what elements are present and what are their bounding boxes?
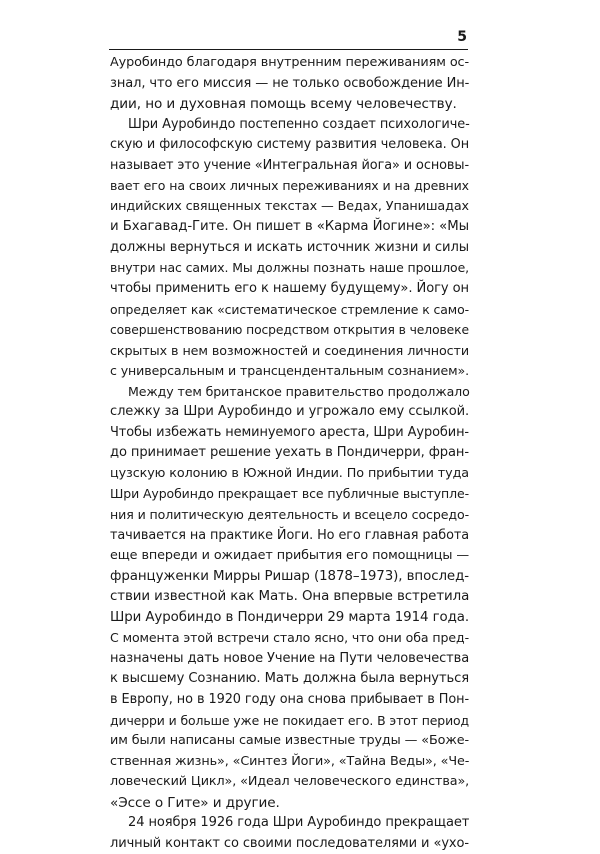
text-line: француженки Мирры Ришар (1878–1973), впослед- xyxy=(110,568,469,584)
text-line: ния и политическую деятельность и всецело сосредо- xyxy=(110,507,470,523)
text-line: Шри Ауробиндо прекращает все публичные выступле- xyxy=(110,486,469,502)
text-line: должны вернуться и искать источник жизни и силы xyxy=(110,239,469,255)
text-line: Шри Ауробиндо постепенно создает психологиче- xyxy=(128,116,470,132)
text-line: знал, что его миссия — не только освобождение Ин- xyxy=(110,75,470,91)
text-line: скрытых в нем возможностей и соединения личности xyxy=(110,342,469,358)
text-line: Чтобы избежать неминуемого ареста, Шри Ауробин- xyxy=(110,424,469,440)
text-line: цузскую колонию в Южной Индии. По прибытии туда xyxy=(110,465,469,481)
header-rule xyxy=(109,49,468,50)
text-line: скую и философскую систему развития человека. Он xyxy=(110,137,469,153)
text-line: С момента этой встречи стало ясно, что они оба пред- xyxy=(110,630,469,646)
text-line: «Эссе о Гите» и другие. xyxy=(110,794,280,811)
text-line: называет это учение «Интегральная йога» и основы- xyxy=(110,157,470,173)
text-line: внутри нас самих. Мы должны познать наше прошлое, xyxy=(110,260,469,276)
text-line: определяет как «систематическое стремление к само- xyxy=(110,301,469,317)
text-line: вает его на своих личных переживаниях и на древних xyxy=(110,178,469,194)
body-text xyxy=(110,53,469,854)
text-line: ственная жизнь», «Синтез Йоги», «Тайна Веды», «Че- xyxy=(110,753,470,769)
text-line: Ауробиндо благодаря внутренним переживаниям ос- xyxy=(110,55,469,70)
text-line: назначены дать новое Учение на Пути человечества xyxy=(110,650,470,666)
text-line: индийских священных текстах — Ведах, Упанишадах xyxy=(110,198,469,214)
text-line: в Европу, но в 1920 году она снова прибывает в Пон- xyxy=(110,691,469,707)
text-line: 24 ноября 1926 года Шри Ауробиндо прекращает xyxy=(128,815,470,831)
text-line: совершенствованию посредством открытия в человеке xyxy=(110,323,469,338)
text-line: личный контакт со своими последователями и «ухо- xyxy=(110,835,469,851)
text-line: к высшему Сознанию. Мать должна была вернуться xyxy=(110,671,469,687)
text-line: дичерри и больше уже не покидает его. В этот период xyxy=(110,712,469,728)
text-line: Шри Ауробиндо в Пондичерри 29 марта 1914 года. xyxy=(110,609,469,625)
page-number: 5 xyxy=(457,29,467,45)
text-line: еще впереди и ожидает прибытия его помощницы — xyxy=(110,548,469,564)
text-line: тачивается на практике Йоги. Но его главная работа xyxy=(110,527,469,543)
text-line: им были написаны самые известные труды — «Боже- xyxy=(110,733,469,749)
text-line: дии, но и духовная помощь всему человечеству. xyxy=(110,96,457,113)
text-line: слежку за Шри Ауробиндо и угрожало ему ссылкой. xyxy=(110,404,469,420)
text-line: ствии известной как Мать. Она впервые встретила xyxy=(110,589,470,605)
text-line: с универсальным и трансцендентальным сознанием». xyxy=(110,363,470,379)
text-line: ловеческий Цикл», «Идеал человеческого единства», xyxy=(110,774,470,790)
text-line: Между тем британское правительство продолжало xyxy=(128,383,470,399)
text-line: чтобы применить его к нашему будущему». Йогу он xyxy=(110,281,469,297)
text-line: и Бхагавад-Гите. Он пишет в «Карма Йогине»: «Мы xyxy=(110,219,469,235)
text-line: до принимает решение уехать в Пондичерри, фран- xyxy=(110,445,469,461)
